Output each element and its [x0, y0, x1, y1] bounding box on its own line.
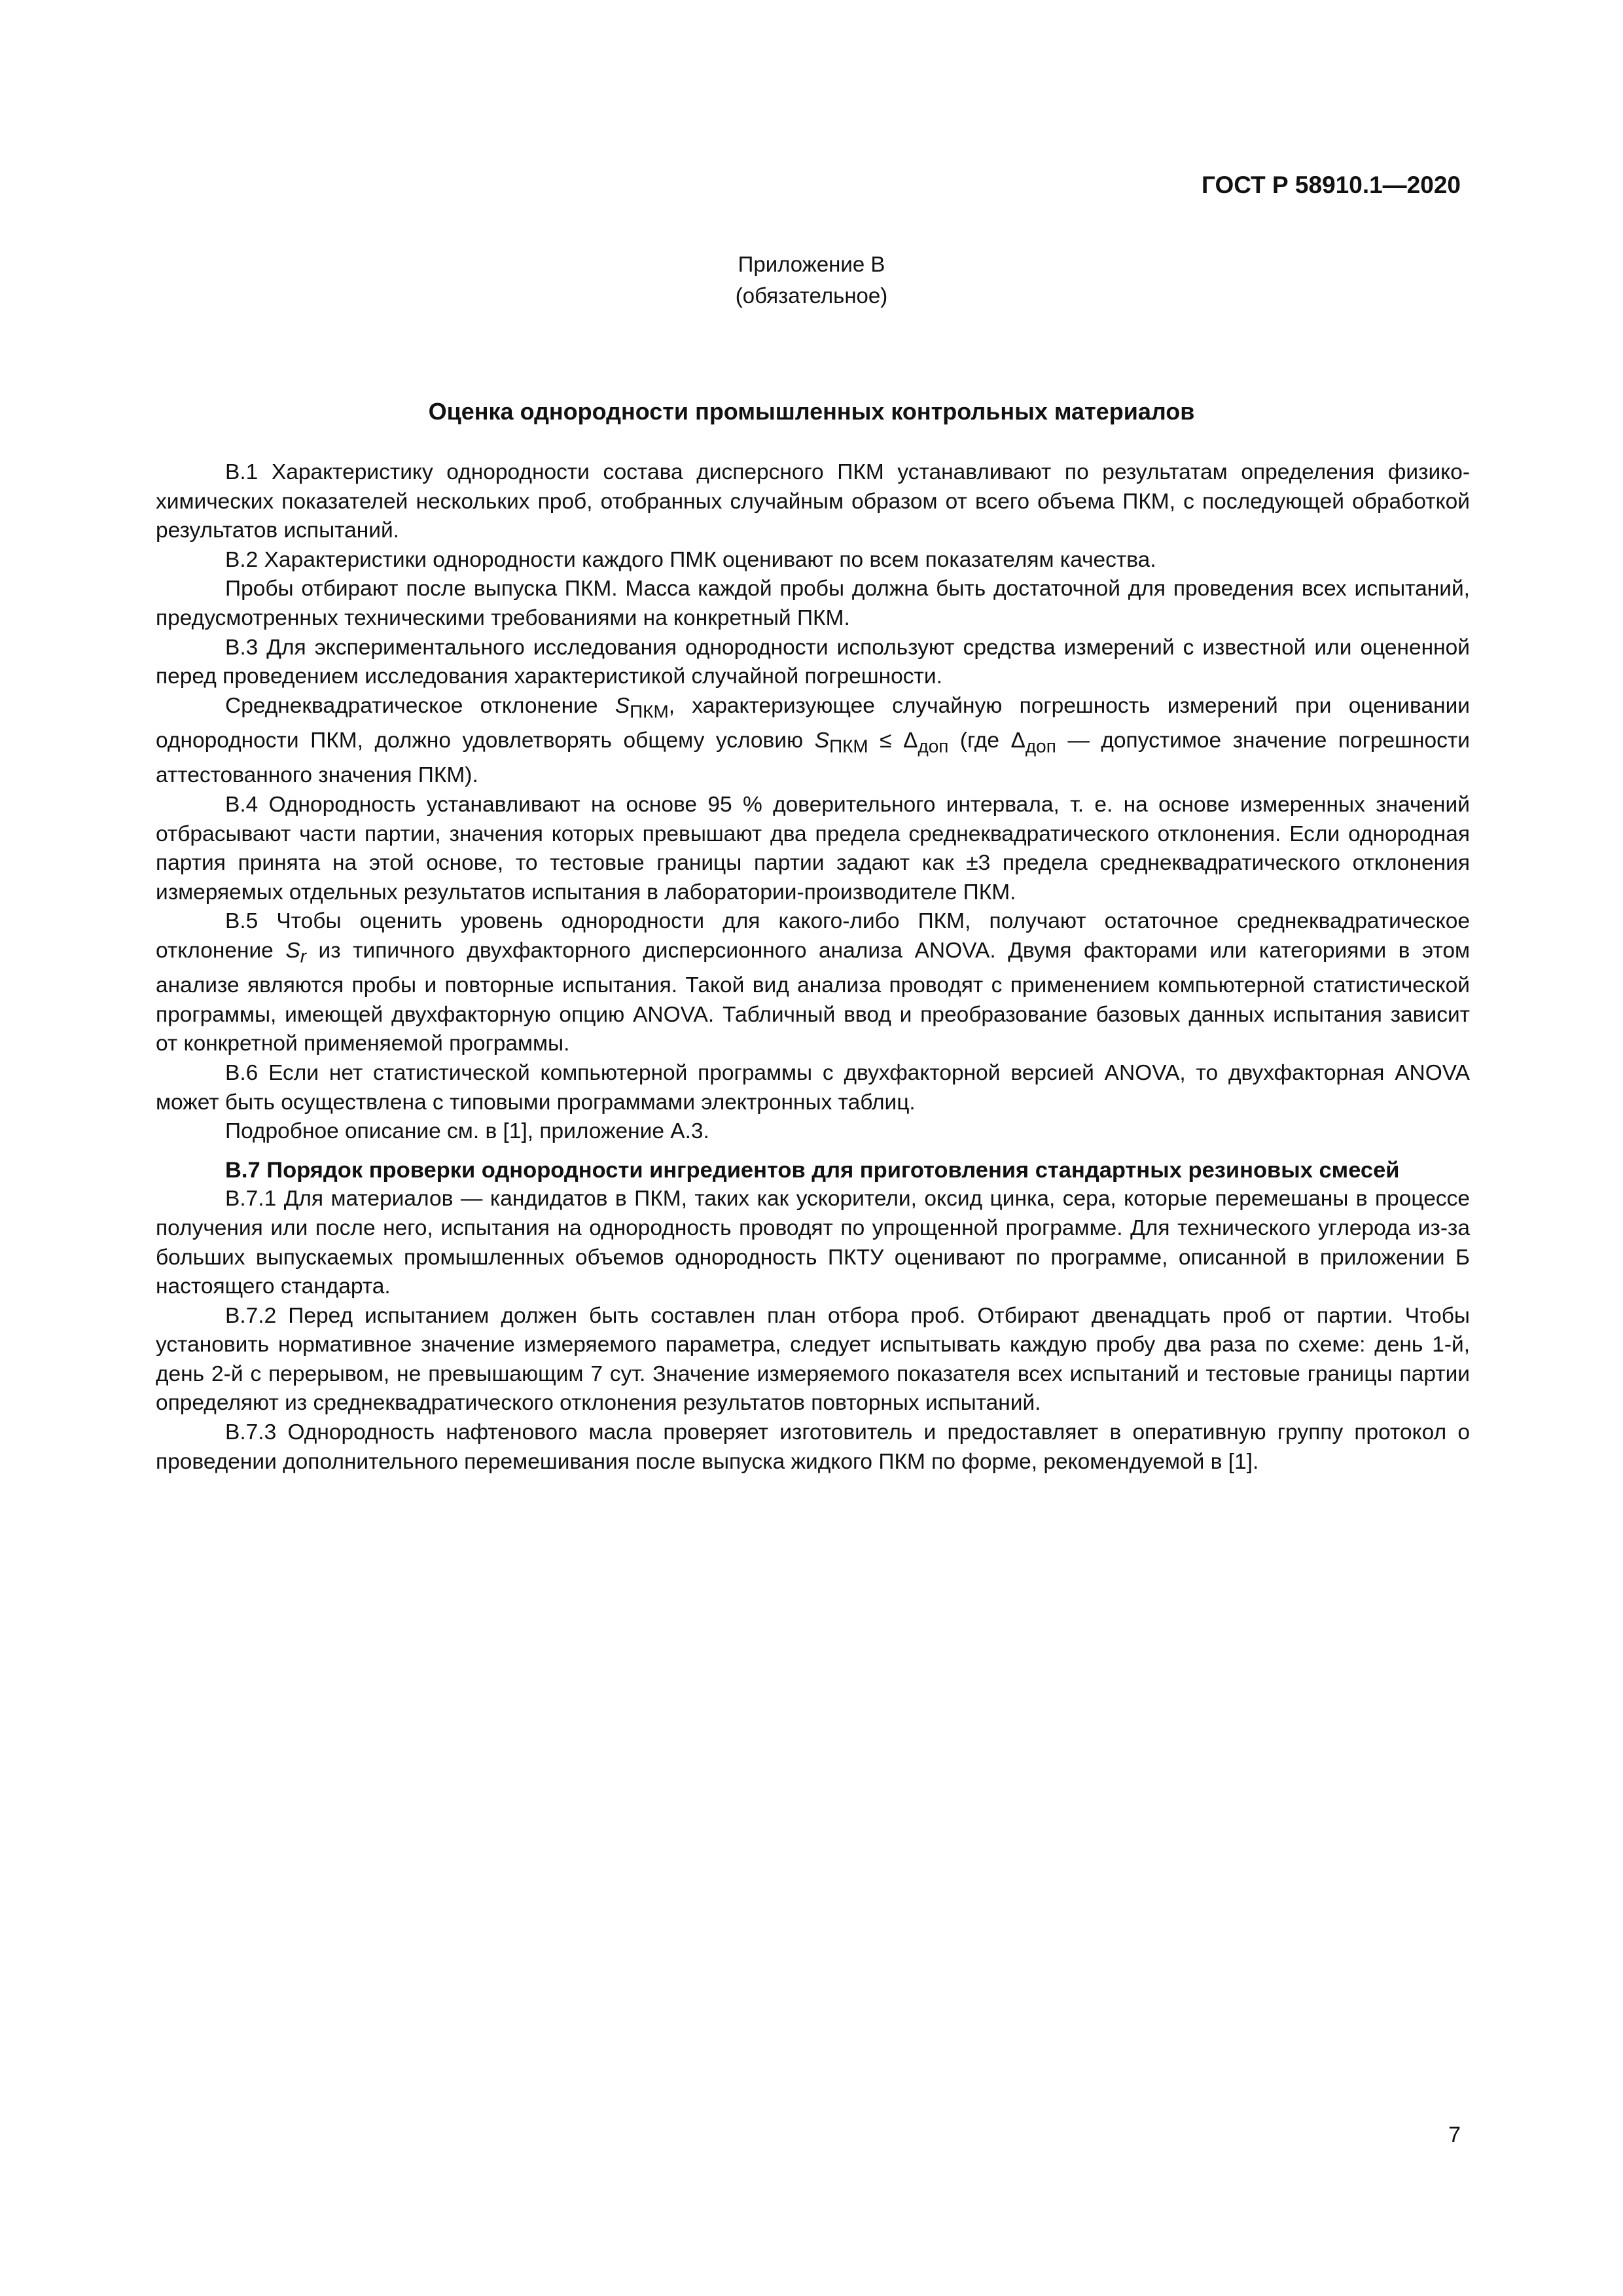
subscript-pkm: ПКМ — [829, 736, 868, 757]
subscript-dop: доп — [1025, 736, 1056, 757]
paragraph-b5: В.5 Чтобы оценить уровень однородности для какого-либо ПКМ, получают остаточное среднеквадратическое отклонение $S_r$ из типичного двухфакторного дисперсионного анализа ANOVA. Двумя факторами или категориями в этом анализе являются пробы и повторные испытания. Такой вид анализа проводят с применением компьютерной статистической программы, имеющей двухфакторную опцию ANOVA. Табличный ввод и преобразование базовых данных испытания зависит от конкретной применяемой программы. — [156, 909, 1471, 1056]
standard-number: ГОСТ Р 58910.1—2020 — [1202, 171, 1461, 198]
subscript-dop: доп — [918, 736, 949, 757]
symbol-s: S — [615, 693, 630, 718]
document-body — [156, 458, 1470, 1477]
paragraph-b1: В.1 Характеристику однородности состава дисперсного ПКМ устанавливают по результатам определения физико-химических показателей нескольких проб, отобранных случайным образом от всего объема ПКМ, с последующей обработкой результатов испытаний. — [156, 460, 1470, 543]
paragraph-b72: В.7.2 Перед испытанием должен быть составлен план отбора проб. Отбирают двенадцать проб от партии. Чтобы установить нормативное значение измеряемого параметра, следует испытывать каждую пробу два раза по схеме: день 1-й, день 2-й с перерывом, не превышающим 7 сут. Значение измеряемого показателя всех испытаний и тестовые границы партии определяют из среднеквадратического отклонения результатов повторных испытаний. — [156, 1303, 1470, 1416]
annex-heading — [0, 249, 1623, 312]
paragraph-b2: В.2 Характеристики однородности каждого ПМК оценивают по всем показателям качества. — [225, 547, 1156, 572]
paragraph-b6-continued: Подробное описание см. в [1], приложение А.3. — [225, 1119, 709, 1144]
paragraph-b3: В.3 Для экспериментального исследования однородности используют средства измерений с известной или оцененной перед проведением исследования характеристикой случайной погрешности. — [156, 635, 1470, 689]
symbol-s: S — [285, 938, 300, 963]
page-number: 7 — [1448, 2123, 1461, 2147]
section-title: Оценка однородности промышленных контрольных материалов — [428, 398, 1195, 425]
paragraph-b71: В.7.1 Для материалов — кандидатов в ПКМ, таких как ускорители, оксид цинка, сера, которые перемешаны в процессе получения или после него, испытания на однородность проводят по упрощенной программе. Для технического углерода из-за больших выпускаемых промышленных объемов однородность ПКТУ оценивают по программе, описанной в приложении Б настоящего стандарта. — [156, 1187, 1470, 1299]
symbol-s: S — [814, 728, 830, 753]
subscript-r: r — [300, 946, 306, 967]
paragraph-b73: В.7.3 Однородность нафтенового масла проверяет изготовитель и предоставляет в оперативную группу протокол о проведении дополнительного перемешивания после выпуска жидкого ПКМ по форме, рекомендуемой в [1]. — [156, 1420, 1470, 1474]
paragraph-b3-continued: Среднеквадратическое отклонение $S_{ПКМ}$, характеризующее случайную погрешность измерений при оценивании однородности ПКМ, должно удовлетворять общему условию $S_{ПКМ} \le \Delta_{доп}$ (где $\Delta_{доп}$ — допустимое значение погрешности аттестованного значения ПКМ). — [156, 693, 1471, 788]
paragraph-b2-continued: Пробы отбирают после выпуска ПКМ. Масса каждой пробы должна быть достаточной для проведения всех испытаний, предусмотренных техническими требованиями на конкретный ПКМ. — [156, 577, 1470, 630]
annex-status: (обязательное) — [735, 283, 888, 308]
annex-title: Приложение В — [738, 252, 885, 276]
paragraph-b4: В.4 Однородность устанавливают на основе 95 % доверительного интервала, т. е. на основе измеренных значений отбрасывают части партии, значения которых превышают два предела среднеквадратического отклонения. Если однородная партия принята на этой основе, то тестовые границы партии задают как ±3 предела среднеквадратического отклонения измеряемых отдельных результатов испытания в лаборатории-производителе ПКМ. — [156, 792, 1470, 905]
paragraph-b6: В.6 Если нет статистической компьютерной программы с двухфакторной версией ANOVA, то двухфакторная ANOVA может быть осуществлена с типовыми программами электронных таблиц. — [156, 1060, 1470, 1115]
subsection-title-b7: В.7 Порядок проверки однородности ингредиентов для приготовления стандартных резиновых смесей — [225, 1157, 1400, 1183]
subscript-pkm: ПКМ — [630, 701, 669, 722]
